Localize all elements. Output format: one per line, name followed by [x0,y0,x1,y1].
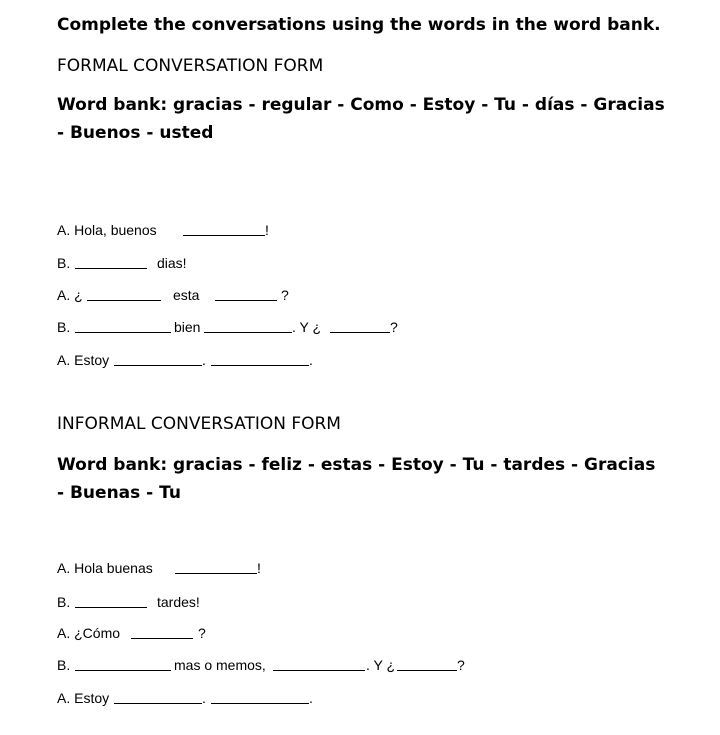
answer-blank[interactable] [215,300,277,301]
formal-word-bank-line-1: Word bank: gracias - regular - Como - Estoy - Tu - días - Gracias [57,95,665,115]
answer-blank[interactable] [211,703,309,704]
dialogue-prefix: A. Hola buenas [57,560,153,576]
dialogue-prefix: A. ¿ [57,287,83,303]
dialogue-text: tardes! [157,594,200,610]
answer-blank[interactable] [204,332,292,333]
answer-blank[interactable] [397,670,457,671]
dialogue-prefix: B. [57,319,71,335]
dialogue-text: . [202,690,206,706]
dialogue-text: ? [281,287,289,303]
dialogue-text: . Y ¿ [366,657,396,673]
instruction-text: Complete the conversations using the words in the word bank. [57,15,661,35]
dialogue-prefix: B. [57,594,71,610]
dialogue-text: ? [390,319,398,335]
dialogue-text: ? [457,657,465,673]
answer-blank[interactable] [131,638,193,639]
informal-section-title: INFORMAL CONVERSATION FORM [57,414,341,434]
dialogue-text: . [309,352,313,368]
dialogue-text: ! [265,222,269,238]
dialogue-prefix: A. Estoy [57,352,110,368]
answer-blank[interactable] [211,365,309,366]
answer-blank[interactable] [75,607,147,608]
dialogue-text: dias! [157,255,187,271]
answer-blank[interactable] [175,573,257,574]
dialogue-text: bien [174,319,201,335]
dialogue-prefix: B. [57,657,71,673]
answer-blank[interactable] [75,332,171,333]
dialogue-prefix: B. [57,255,71,271]
answer-blank[interactable] [273,670,365,671]
formal-section-title: FORMAL CONVERSATION FORM [57,56,324,76]
dialogue-text: . Y ¿ [292,319,322,335]
dialogue-text: ! [257,560,261,576]
dialogue-text: . [202,352,206,368]
dialogue-text: . [309,690,313,706]
answer-blank[interactable] [75,268,147,269]
formal-word-bank-line-2: - Buenos - usted [57,123,214,143]
dialogue-text: ? [198,625,206,641]
dialogue-prefix: A. Estoy [57,690,110,706]
answer-blank[interactable] [330,332,390,333]
dialogue-text: esta [173,287,200,303]
answer-blank[interactable] [75,670,171,671]
answer-blank[interactable] [114,365,202,366]
informal-word-bank-line-1: Word bank: gracias - feliz - estas - Estoy - Tu - tardes - Gracias [57,455,656,475]
dialogue-prefix: A. ¿Cómo [57,625,121,641]
answer-blank[interactable] [114,703,202,704]
answer-blank[interactable] [87,300,161,301]
answer-blank[interactable] [183,235,265,236]
informal-word-bank-line-2: - Buenas - Tu [57,483,181,503]
dialogue-prefix: A. Hola, buenos [57,222,157,238]
dialogue-text: mas o memos, [174,657,266,673]
